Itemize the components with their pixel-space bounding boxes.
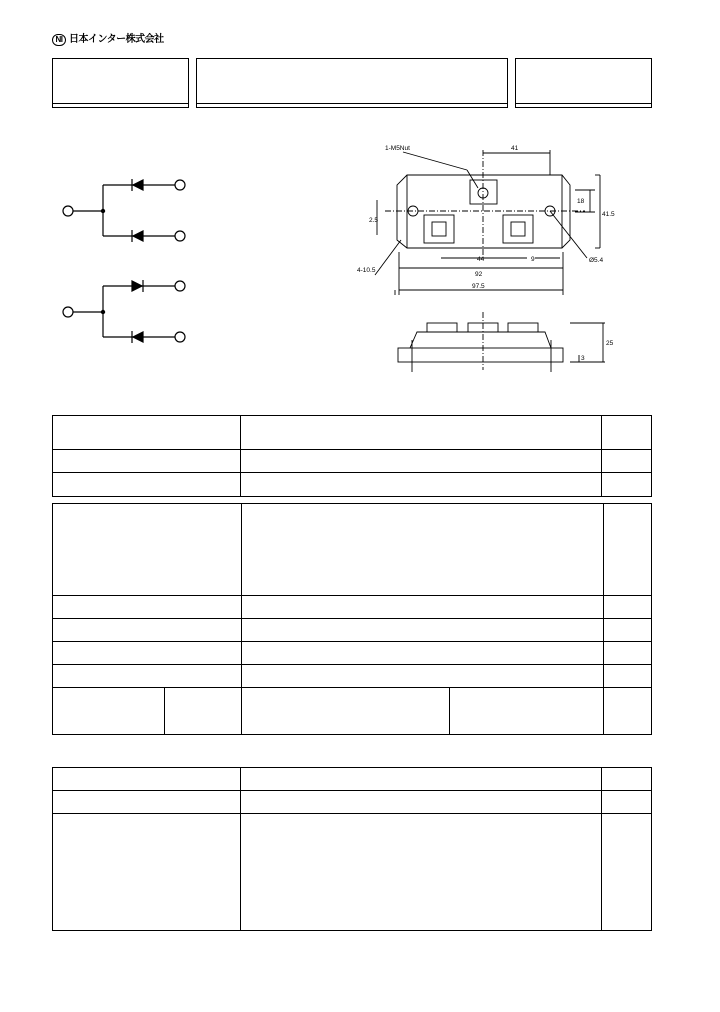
header-part-number-box <box>52 58 189 108</box>
dim-top: 41 <box>511 145 519 152</box>
company-logo <box>52 34 162 48</box>
table-row <box>53 665 652 688</box>
table-cell <box>242 665 604 688</box>
table-cell <box>242 642 604 665</box>
header-cell-symbol <box>53 416 241 450</box>
table-row <box>53 768 652 791</box>
table-row <box>53 619 652 642</box>
dim-hole-dia: Ø5.4 <box>589 257 604 264</box>
header-cell-unit <box>602 416 652 450</box>
table-row <box>53 642 652 665</box>
table-cell <box>241 791 602 814</box>
circuit-lower <box>63 280 185 343</box>
dim-overall-width: 97.5 <box>472 283 485 290</box>
table-row <box>53 688 652 735</box>
electrical-characteristics-table <box>52 503 652 735</box>
table-row <box>53 504 652 596</box>
dim-left: 2.5 <box>369 217 379 224</box>
table-cell <box>450 688 604 735</box>
table-cell <box>604 596 652 619</box>
table-row <box>53 473 652 497</box>
dim-pitch: 9 <box>531 256 535 263</box>
dim-inner-width: 92 <box>475 271 483 278</box>
table-cell <box>53 596 242 619</box>
circuit-upper <box>63 179 185 242</box>
dim-base: 3 <box>581 355 585 362</box>
table-cell <box>604 619 652 642</box>
table-cell <box>602 473 652 497</box>
table-cell <box>53 504 242 596</box>
table-cell <box>602 791 652 814</box>
table-cell <box>53 814 241 931</box>
outline-drawing <box>355 140 620 375</box>
table-cell <box>53 665 242 688</box>
header-title-box <box>196 58 508 108</box>
table-cell <box>53 688 165 735</box>
table-cell <box>604 504 652 596</box>
header-code-box <box>515 58 652 108</box>
dim-holes: 4-10.5 <box>357 267 376 274</box>
table-row <box>53 596 652 619</box>
table-cell <box>602 814 652 931</box>
table-cell <box>53 768 241 791</box>
dim-right-inner: 18 <box>577 198 585 205</box>
table-cell <box>604 665 652 688</box>
maximum-ratings-table <box>52 415 652 497</box>
table-cell <box>53 642 242 665</box>
table-cell <box>241 768 602 791</box>
header-cell-rating <box>241 416 602 450</box>
table-cell <box>165 688 242 735</box>
thermal-characteristics-table <box>52 767 652 931</box>
table-cell <box>241 814 602 931</box>
table-cell <box>604 688 652 735</box>
dim-height: 25 <box>606 340 614 347</box>
table-row <box>53 450 652 473</box>
table-cell <box>242 596 604 619</box>
dim-right-outer: 41.5 <box>602 211 615 218</box>
table-header-row <box>53 416 652 450</box>
table-cell <box>242 504 604 596</box>
table-cell <box>53 450 241 473</box>
table-cell <box>604 642 652 665</box>
table-cell <box>53 619 242 642</box>
table-cell <box>602 768 652 791</box>
lead-label: 1-M5Nut <box>385 145 410 152</box>
table-cell <box>53 473 241 497</box>
table-cell <box>242 619 604 642</box>
table-row <box>53 814 652 931</box>
table-cell <box>242 688 450 735</box>
table-cell <box>241 450 602 473</box>
table-cell <box>602 450 652 473</box>
table-row <box>53 791 652 814</box>
circuit-schematic <box>55 170 195 350</box>
logo-badge: NI <box>52 34 66 46</box>
dim-center: 44 <box>477 256 485 263</box>
company-name: 日本インター株式会社 <box>69 34 164 45</box>
table-cell <box>241 473 602 497</box>
table-cell <box>53 791 241 814</box>
